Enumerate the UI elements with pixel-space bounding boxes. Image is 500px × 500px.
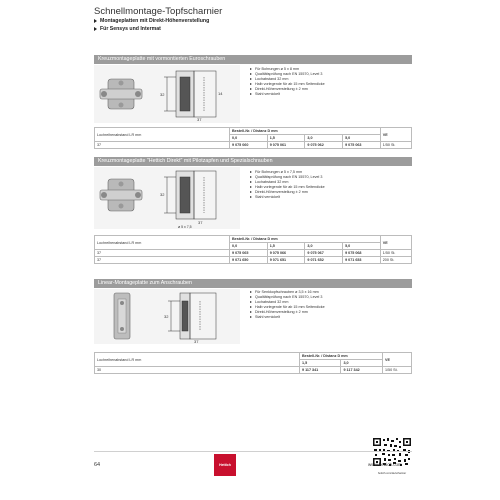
table-header-label: Lochreihenabstand LR mm xyxy=(95,128,230,142)
order-number: 9 071 650 xyxy=(230,257,268,264)
order-number: 9 075 063 xyxy=(343,142,381,149)
dim-label: 14 xyxy=(218,91,223,96)
feature-item: Direkt-Höhenverstellung ± 2 mm xyxy=(250,190,325,195)
table-row xyxy=(95,367,412,374)
subtitle-2: Für Sensys und Intermat xyxy=(94,26,161,32)
linear-plate-photo xyxy=(114,293,130,339)
product-image xyxy=(94,289,240,344)
page-title: Schnellmontage-Topfscharnier xyxy=(94,6,223,17)
distance-header: 3,0 xyxy=(305,243,343,250)
subtitle-1: Montageplatten mit Direkt-Höhenverstellung xyxy=(94,18,209,24)
table-row xyxy=(95,142,412,149)
order-number: 9 075 062 xyxy=(305,142,343,149)
distance-header: 5,0 xyxy=(343,135,381,142)
mounting-plate-photo xyxy=(100,79,142,109)
technical-drawing xyxy=(164,71,216,117)
table-cell: 1/50 St. xyxy=(380,142,411,149)
table-cell: 1/50 St. xyxy=(382,367,411,374)
feature-item: Lochabstand 32 mm xyxy=(250,300,325,305)
feature-item: Direkt-Höhenverstellung ± 2 mm xyxy=(250,310,325,315)
table-cell: 37 xyxy=(95,257,230,264)
table-group-header: Bestell-Nr. / Distanz D mm xyxy=(230,236,381,243)
order-number: 9 075 065 xyxy=(230,250,268,257)
order-number: 9 071 653 xyxy=(343,257,381,264)
distance-header: 3,0 xyxy=(341,360,383,367)
feature-item: Lochabstand 32 mm xyxy=(250,77,325,82)
table-group-header: Bestell-Nr. / Distanz D mm xyxy=(230,128,381,135)
footer-divider xyxy=(94,451,412,452)
table-cell: 30 xyxy=(95,367,300,374)
distance-header: 3,0 xyxy=(305,135,343,142)
order-number: 9 075 066 xyxy=(267,250,305,257)
dim-label: 32 xyxy=(164,314,169,319)
feature-item: Für Bohrungen ø 5 x 7,5 mm xyxy=(250,170,325,175)
feature-item: Qualitätsprüfung nach EN 15570, Level 3 xyxy=(250,72,325,77)
table-row xyxy=(95,257,412,264)
dim-label: ø 5 x 7,5 xyxy=(178,225,192,229)
feature-item: Für Senkkopfschrauben ø 3,5 x 16 mm xyxy=(250,290,325,295)
mounting-plate-photo xyxy=(100,179,142,211)
feature-item: Stahl vernickelt xyxy=(250,315,325,320)
page-number: 64 xyxy=(94,462,101,468)
distance-header: 1,5 xyxy=(300,360,341,367)
feature-item: Lochabstand 32 mm xyxy=(250,180,325,185)
technical-drawing xyxy=(164,171,216,219)
table-header-label: Lochreihenabstand LR mm xyxy=(95,353,300,367)
distance-header: 0,0 xyxy=(230,243,268,250)
table-header-label: Lochreihenabstand LR mm xyxy=(95,236,230,250)
qr-caption: hettich.com/de/scharnier xyxy=(377,472,407,475)
feature-item: Direkt-Höhenverstellung ± 2 mm xyxy=(250,87,325,92)
feature-item: Für Bohrungen ø 5 x 8 mm xyxy=(250,67,325,72)
order-number: 9 071 652 xyxy=(305,257,343,264)
dim-label: 37 xyxy=(198,220,203,225)
table-row xyxy=(95,250,412,257)
feature-item: Halb vorlegende für ab 15 mm Seitendicke xyxy=(250,305,325,310)
dim-label: 32 xyxy=(160,192,165,197)
feature-list xyxy=(250,170,325,201)
feature-item: Halb vorlegende für ab 15 mm Seitendicke xyxy=(250,82,325,87)
dim-label: 37 xyxy=(194,339,199,344)
order-number: 9 075 068 xyxy=(343,250,381,257)
order-table xyxy=(94,235,412,264)
feature-item: Qualitätsprüfung nach EN 15570, Level 3 xyxy=(250,175,325,180)
order-number: 9 071 651 xyxy=(267,257,305,264)
feature-item: Stahl vernickelt xyxy=(250,195,325,200)
table-group-header: Bestell-Nr. / Distanz D mm xyxy=(300,353,383,360)
table-ve-header: VE xyxy=(380,128,411,142)
section-header: Kreuzmontageplatte "Hettich Direkt" mit Pilotzapfen und Spezialschrauben xyxy=(94,157,412,166)
distance-header: 1,5 xyxy=(267,243,305,250)
table-cell: 37 xyxy=(95,250,230,257)
order-number: 9 117 341 xyxy=(300,367,341,374)
order-table xyxy=(94,352,412,374)
table-cell: 1/50 St. xyxy=(380,250,411,257)
hettich-logo: Hettich xyxy=(214,454,236,476)
table-ve-header: VE xyxy=(380,236,411,250)
order-table xyxy=(94,127,412,149)
distance-header: 1,5 xyxy=(267,135,305,142)
product-image xyxy=(94,167,240,229)
section-header: Linear-Montageplatte zum Anschrauben xyxy=(94,279,412,288)
technical-drawing xyxy=(168,293,216,339)
dim-label: 37 xyxy=(197,117,202,122)
feature-item: Qualitätsprüfung nach EN 15570, Level 3 xyxy=(250,295,325,300)
section-header: Kreuzmontageplatte mit vormontierten Euroschrauben xyxy=(94,55,412,64)
table-cell: 200 St. xyxy=(380,257,411,264)
distance-header: 5,0 xyxy=(343,243,381,250)
order-number: 9 117 342 xyxy=(341,367,383,374)
order-number: 9 075 061 xyxy=(267,142,305,149)
order-number: 9 075 067 xyxy=(305,250,343,257)
product-image xyxy=(94,65,240,123)
feature-item: Stahl vernickelt xyxy=(250,92,325,97)
feature-list xyxy=(250,67,325,98)
table-cell: 37 xyxy=(95,142,230,149)
feature-list xyxy=(250,290,325,321)
website-link[interactable]: www.hettich.com xyxy=(368,462,402,467)
order-number: 9 075 060 xyxy=(230,142,268,149)
feature-item: Halb vorlegende für ab 15 mm Seitendicke xyxy=(250,185,325,190)
distance-header: 0,0 xyxy=(230,135,268,142)
dim-label: 32 xyxy=(160,92,165,97)
table-ve-header: VE xyxy=(382,353,411,367)
